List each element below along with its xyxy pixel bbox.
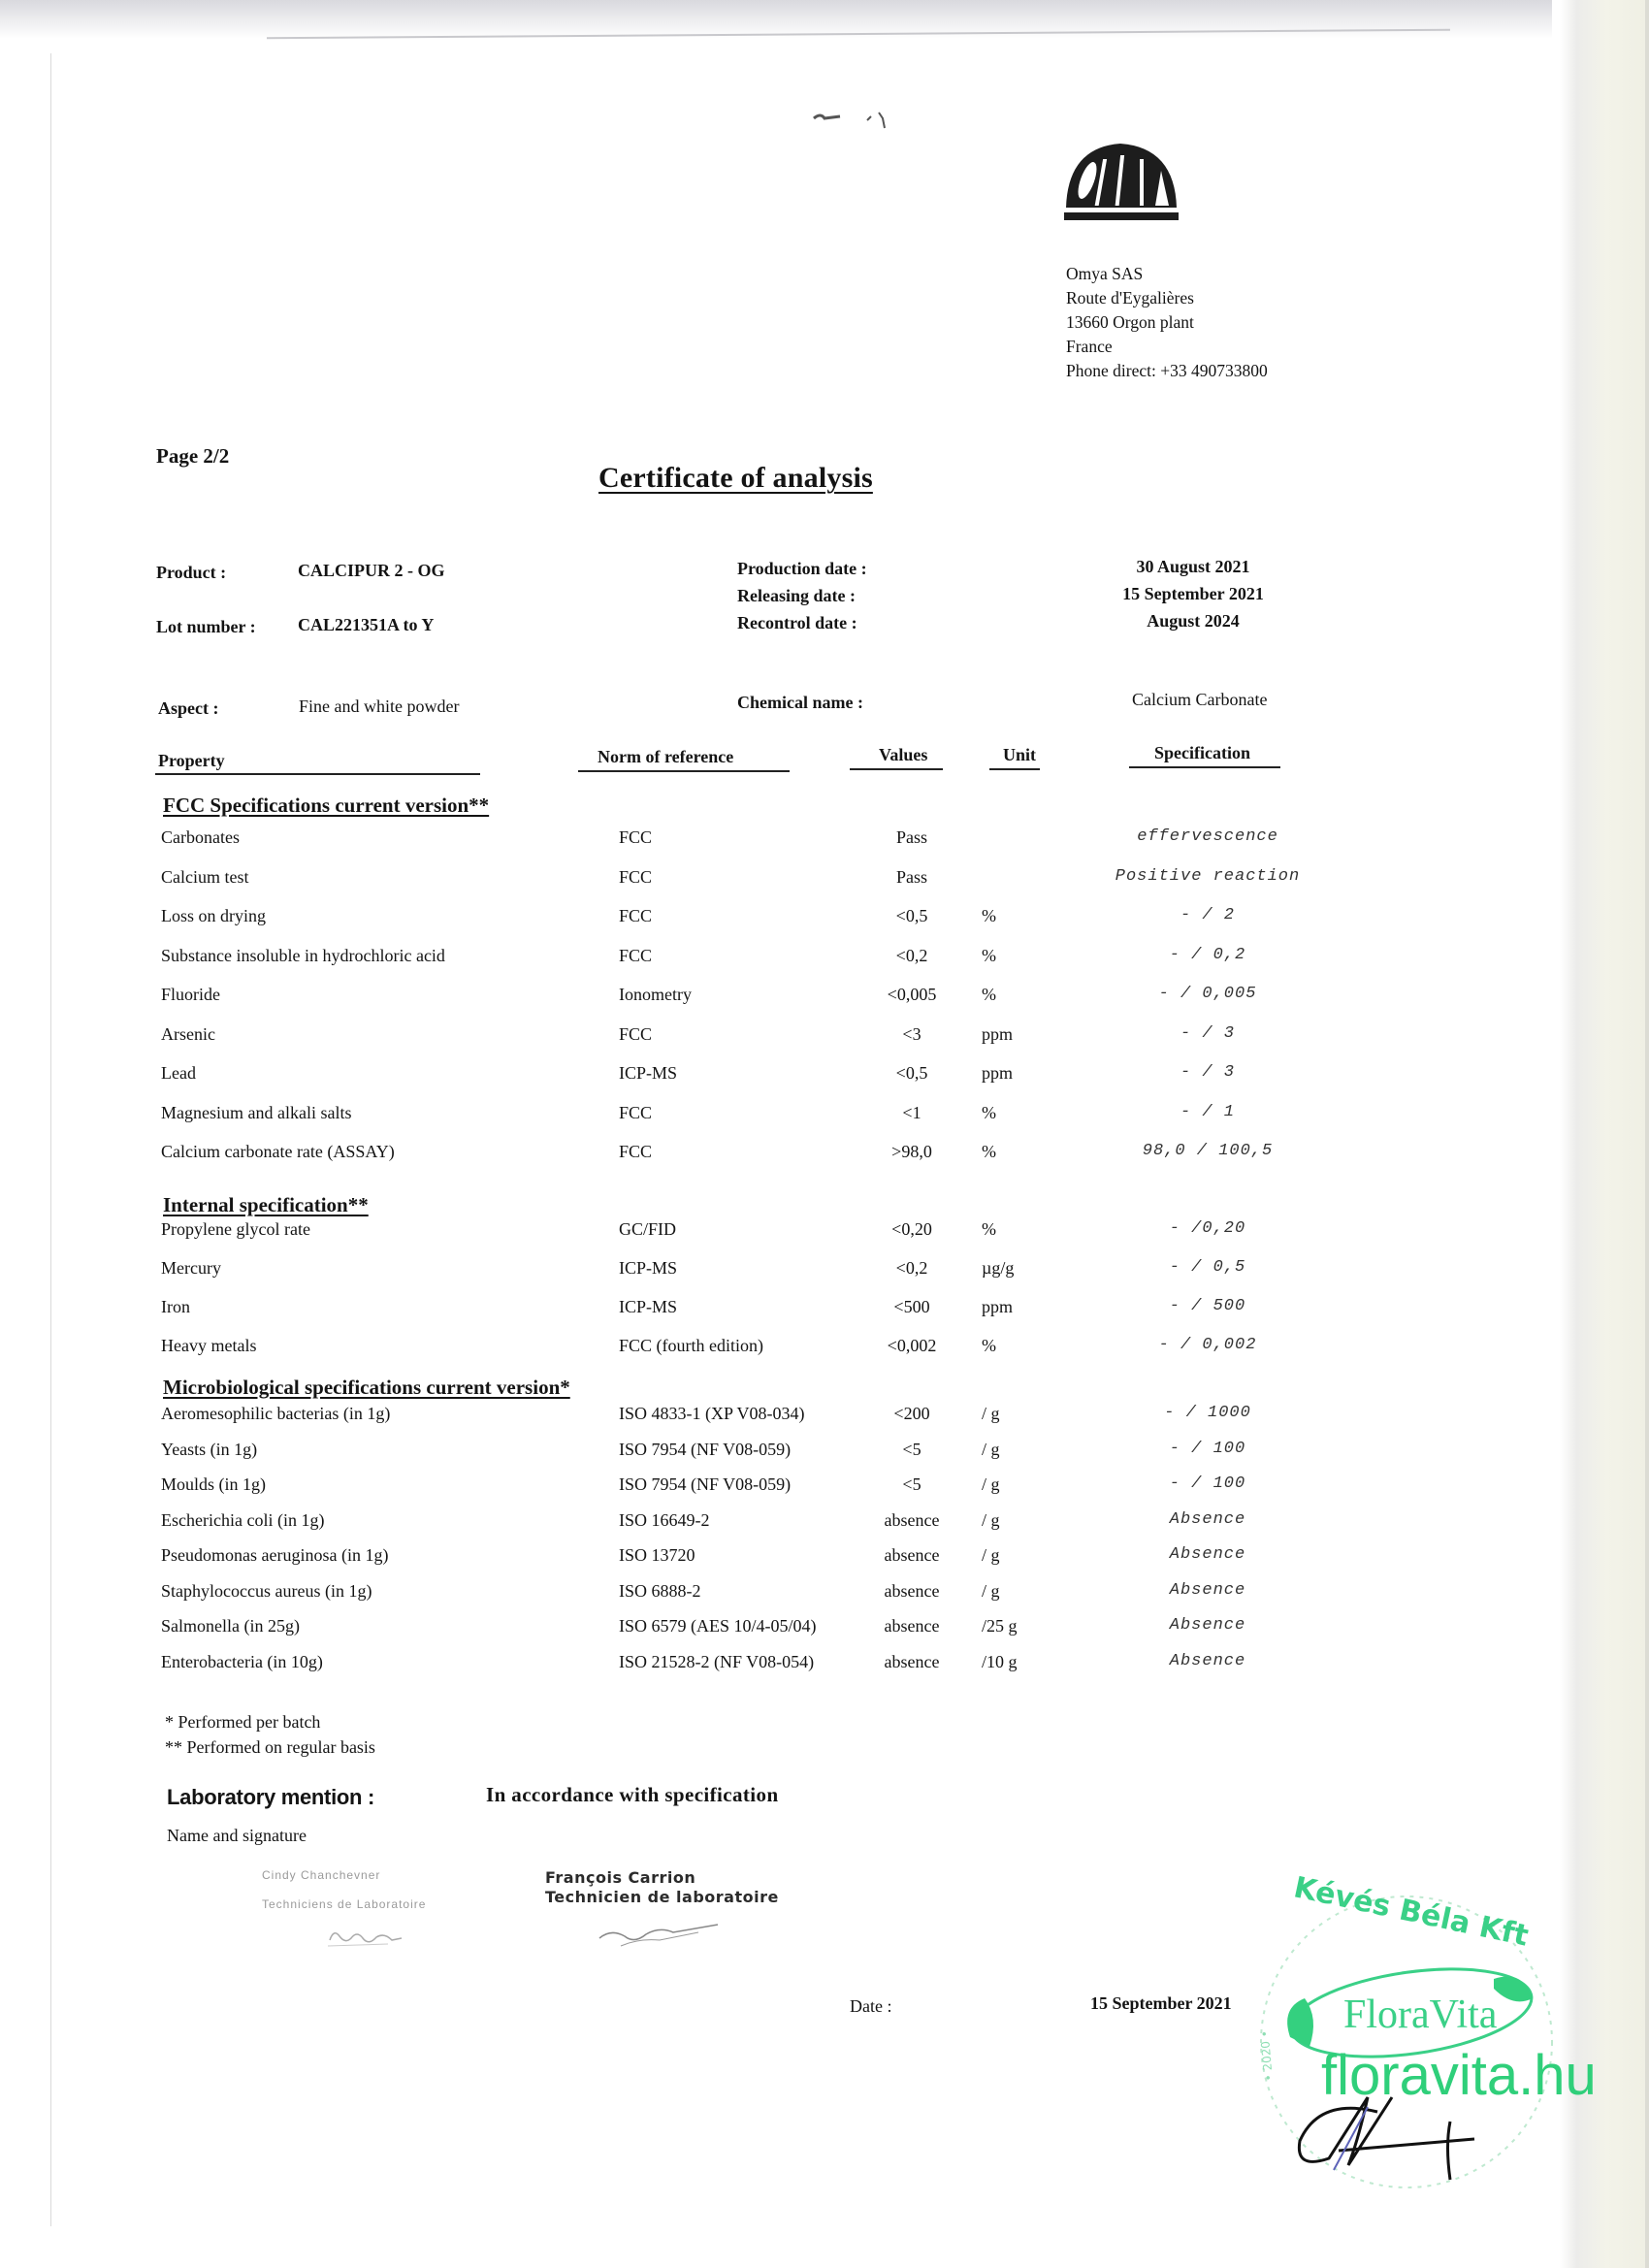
table-row: [0, 1580, 1649, 1604]
scan-edge-right: [1560, 0, 1649, 2268]
footnote-regular-basis: ** Performed on regular basis: [165, 1737, 375, 1757]
header-property-underline: [155, 773, 480, 775]
date-label: Date :: [850, 1996, 892, 2016]
table-row: [0, 1615, 1649, 1638]
value-cell: <0,2: [895, 1258, 928, 1278]
norm-cell: ISO 13720: [619, 1545, 695, 1565]
norm-cell: FCC: [619, 1102, 653, 1122]
value-cell: absence: [884, 1651, 940, 1671]
production-date-label: Production date :: [737, 559, 867, 578]
norm-cell: Ionometry: [619, 985, 692, 1004]
table-row: [0, 1474, 1649, 1497]
specification-cell: - / 0,5: [1169, 1258, 1246, 1277]
unit-cell: %: [982, 1219, 996, 1239]
unit-cell: / g: [982, 1545, 1000, 1565]
norm-cell: ICP-MS: [619, 1297, 678, 1316]
specification-cell: - / 0,002: [1158, 1336, 1257, 1354]
norm-cell: ISO 7954 (NF V08-059): [619, 1474, 792, 1494]
property-cell: Moulds (in 1g): [161, 1474, 266, 1494]
specification-cell: - / 0,005: [1158, 985, 1257, 1003]
unit-cell: %: [982, 1336, 996, 1355]
chemical-name-label: Chemical name :: [737, 693, 863, 712]
value-cell: absence: [884, 1616, 940, 1636]
svg-text:• 2020 •: • 2020 •: [1257, 2029, 1276, 2082]
table-row: [0, 1023, 1649, 1047]
table-row: [0, 1544, 1649, 1568]
stamp-website: floravita.hu: [1321, 2044, 1597, 2107]
norm-cell: FCC: [619, 906, 653, 925]
unit-cell: /25 g: [982, 1616, 1018, 1636]
specification-cell: Absence: [1169, 1509, 1246, 1529]
value-cell: Pass: [895, 866, 927, 887]
property-cell: Yeasts (in 1g): [161, 1439, 258, 1459]
property-cell: Carbonates: [161, 827, 240, 847]
unit-cell: %: [982, 906, 996, 925]
unit-cell: / g: [982, 1509, 1000, 1530]
table-row: [0, 1062, 1649, 1085]
property-cell: Iron: [161, 1297, 190, 1316]
unit-cell: %: [982, 985, 996, 1004]
stamp-top-text: Kévés Béla Kft: [1290, 1870, 1532, 1954]
aspect-value: Fine and white powder: [299, 697, 460, 716]
specification-cell: - / 500: [1169, 1297, 1246, 1315]
property-cell: Calcium test: [161, 866, 249, 887]
specification-cell: - /0,20: [1169, 1219, 1246, 1238]
table-row: [0, 984, 1649, 1007]
specification-cell: - / 0,2: [1169, 945, 1246, 964]
value-cell: <500: [893, 1297, 930, 1316]
norm-cell: FCC: [619, 827, 653, 847]
property-cell: Mercury: [161, 1258, 221, 1278]
company-phone: Phone direct: +33 490733800: [1066, 361, 1268, 380]
property-cell: Propylene glycol rate: [161, 1219, 310, 1239]
unit-cell: ppm: [982, 1023, 1014, 1044]
header-unit-underline: [989, 768, 1040, 770]
unit-cell: /10 g: [982, 1651, 1018, 1671]
scan-edge-left: [50, 53, 51, 2226]
table-row: [0, 905, 1649, 928]
specification-cell: - / 100: [1169, 1474, 1246, 1493]
page-number: Page 2/2: [156, 444, 230, 468]
value-cell: <0,002: [887, 1336, 937, 1355]
value-cell: absence: [884, 1545, 940, 1565]
specification-cell: 98,0 / 100,5: [1142, 1142, 1274, 1160]
table-row: [0, 866, 1649, 890]
header-property: Property: [158, 751, 225, 770]
specification-cell: - / 3: [1180, 1063, 1235, 1082]
page-title: Certificate of analysis: [598, 462, 873, 494]
value-cell: <5: [902, 1439, 922, 1459]
specification-cell: - / 1: [1180, 1102, 1235, 1121]
value-cell: <0,20: [891, 1219, 932, 1239]
specification-cell: Positive reaction: [1115, 866, 1301, 886]
header-unit: Unit: [1003, 745, 1037, 764]
norm-cell: GC/FID: [619, 1219, 677, 1239]
company-street: Route d'Eygalières: [1066, 288, 1194, 308]
company-city: 13660 Orgon plant: [1066, 312, 1194, 332]
footnote-per-batch: * Performed per batch: [165, 1712, 321, 1732]
header-specification-underline: [1129, 766, 1280, 768]
table-row: [0, 1141, 1649, 1164]
company-country: France: [1066, 337, 1113, 356]
specification-cell: Absence: [1169, 1545, 1246, 1564]
norm-cell: ISO 7954 (NF V08-059): [619, 1439, 792, 1459]
table-row: [0, 826, 1649, 850]
table-row: [0, 1296, 1649, 1319]
property-cell: Aeromesophilic bacterias (in 1g): [161, 1404, 391, 1423]
specification-cell: Absence: [1169, 1616, 1246, 1635]
specification-cell: effervescence: [1137, 827, 1278, 846]
omya-logo: [1060, 138, 1181, 232]
specification-cell: - / 100: [1169, 1439, 1246, 1458]
property-cell: Staphylococcus aureus (in 1g): [161, 1580, 372, 1601]
releasing-date-label: Releasing date :: [737, 586, 856, 605]
lot-label: Lot number :: [156, 617, 256, 636]
unit-cell: / g: [982, 1580, 1000, 1601]
specification-cell: Absence: [1169, 1580, 1246, 1600]
unit-cell: / g: [982, 1439, 1000, 1459]
header-norm: Norm of reference: [598, 747, 734, 766]
table-row: [0, 1403, 1649, 1426]
norm-cell: FCC: [619, 1023, 653, 1044]
table-row: [0, 1335, 1649, 1358]
chemical-name-value: Calcium Carbonate: [1132, 690, 1268, 709]
specification-cell: - / 2: [1180, 906, 1235, 924]
specification-cell: - / 3: [1180, 1023, 1235, 1043]
releasing-date-value: 15 September 2021: [1122, 584, 1264, 603]
header-specification: Specification: [1154, 743, 1250, 762]
table-row: [0, 1651, 1649, 1674]
unit-cell: µg/g: [982, 1258, 1015, 1278]
date-value: 15 September 2021: [1090, 1993, 1232, 2013]
product-label: Product :: [156, 563, 227, 582]
recontrol-date-label: Recontrol date :: [737, 613, 857, 632]
production-date-value: 30 August 2021: [1136, 557, 1250, 576]
product-value: CALCIPUR 2 - OG: [298, 561, 445, 580]
specification-cell: Absence: [1169, 1651, 1246, 1670]
signatory2-role: Technicien de laboratoire: [545, 1888, 779, 1906]
value-cell: <0,5: [895, 906, 928, 925]
property-cell: Magnesium and alkali salts: [161, 1102, 352, 1122]
value-cell: Pass: [895, 827, 927, 847]
scan-mark: [811, 103, 908, 132]
unit-cell: %: [982, 1142, 996, 1161]
property-cell: Escherichia coli (in 1g): [161, 1509, 325, 1530]
lot-value: CAL221351A to Y: [298, 615, 435, 634]
norm-cell: ISO 6579 (AES 10/4-05/04): [619, 1616, 817, 1636]
value-cell: >98,0: [891, 1142, 932, 1161]
header-norm-underline: [578, 770, 790, 772]
norm-cell: FCC: [619, 945, 653, 965]
company-name: Omya SAS: [1066, 264, 1144, 283]
property-cell: Arsenic: [161, 1023, 215, 1044]
table-row: [0, 1218, 1649, 1242]
property-cell: Salmonella (in 25g): [161, 1616, 300, 1636]
recontrol-date-value: August 2024: [1147, 611, 1240, 631]
unit-cell: ppm: [982, 1297, 1014, 1316]
norm-cell: ISO 21528-2 (NF V08-054): [619, 1651, 815, 1671]
unit-cell: ppm: [982, 1063, 1014, 1083]
date-values: [1048, 553, 1339, 634]
signatory2-name: François Carrion: [545, 1868, 696, 1887]
property-cell: Pseudomonas aeruginosa (in 1g): [161, 1545, 389, 1565]
signatory1-name: Cindy Chanchevner: [262, 1868, 381, 1882]
property-cell: Lead: [161, 1063, 196, 1083]
value-cell: <0,5: [895, 1063, 928, 1083]
value-cell: <0,005: [887, 985, 937, 1004]
specification-cell: - / 1000: [1164, 1404, 1251, 1422]
signature-1: [320, 1923, 417, 1950]
unit-cell: %: [982, 945, 996, 965]
omya-logo-mark: [1060, 138, 1181, 227]
laboratory-mention-value: In accordance with specification: [486, 1783, 779, 1806]
norm-cell: FCC: [619, 866, 653, 887]
laboratory-mention-label: Laboratory mention :: [167, 1785, 375, 1809]
value-cell: <5: [902, 1474, 922, 1494]
property-cell: Fluoride: [161, 985, 220, 1004]
aspect-label: Aspect :: [158, 698, 219, 718]
property-cell: Calcium carbonate rate (ASSAY): [161, 1142, 395, 1161]
company-stamp: [1251, 1870, 1597, 2197]
value-cell: <0,2: [895, 945, 928, 965]
signatory1-role: Techniciens de Laboratoire: [262, 1897, 427, 1911]
property-cell: Loss on drying: [161, 906, 266, 925]
table-row: [0, 1257, 1649, 1280]
value-cell: <1: [902, 1102, 922, 1122]
unit-cell: / g: [982, 1474, 1000, 1494]
value-cell: absence: [884, 1580, 940, 1601]
value-cell: <200: [893, 1404, 930, 1423]
property-cell: Substance insoluble in hydrochloric acid: [161, 945, 445, 965]
value-cell: <3: [902, 1023, 922, 1044]
property-cell: Enterobacteria (in 10g): [161, 1651, 323, 1671]
table-row: [0, 945, 1649, 968]
table-row: [0, 1102, 1649, 1125]
company-address: [1066, 262, 1268, 383]
header-values: Values: [879, 745, 928, 764]
signature-2: [592, 1919, 728, 1952]
unit-cell: / g: [982, 1404, 1000, 1423]
section-title: FCC Specifications current version**: [163, 794, 490, 817]
stamp-brand: FloraVita: [1343, 1993, 1498, 2037]
section-title: Microbiological specifications current version*: [163, 1376, 570, 1399]
section-title: Internal specification**: [163, 1193, 369, 1216]
unit-cell: %: [982, 1102, 996, 1122]
norm-cell: FCC: [619, 1142, 653, 1161]
norm-cell: ICP-MS: [619, 1063, 678, 1083]
value-cell: absence: [884, 1509, 940, 1530]
property-cell: Heavy metals: [161, 1336, 257, 1355]
norm-cell: FCC (fourth edition): [619, 1336, 763, 1355]
header-values-underline: [850, 768, 943, 770]
table-row: [0, 1509, 1649, 1533]
norm-cell: ISO 6888-2: [619, 1580, 701, 1601]
norm-cell: ISO 16649-2: [619, 1509, 710, 1530]
table-row: [0, 1439, 1649, 1462]
name-signature-label: Name and signature: [167, 1826, 307, 1845]
norm-cell: ISO 4833-1 (XP V08-034): [619, 1404, 805, 1423]
norm-cell: ICP-MS: [619, 1258, 678, 1278]
